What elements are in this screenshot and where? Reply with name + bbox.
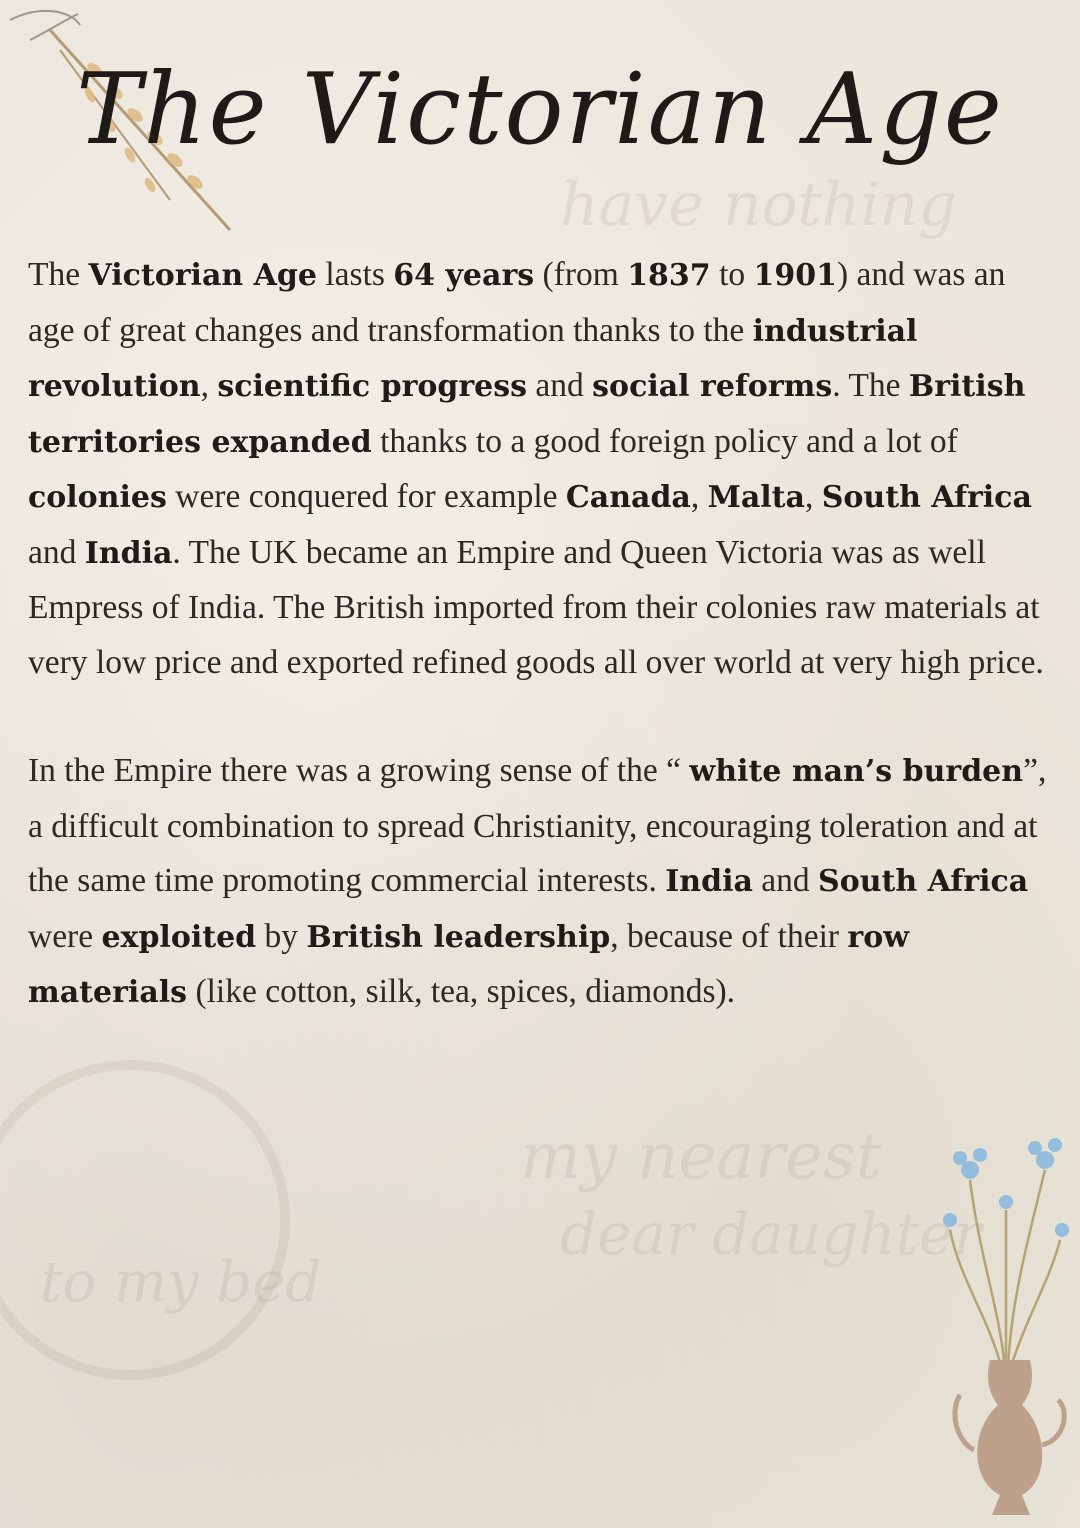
postmark-stamp [0, 1060, 290, 1380]
text-run: and [752, 862, 819, 899]
bold-term: exploited [101, 919, 257, 955]
text-run: , [690, 478, 708, 515]
text-run: , [804, 478, 822, 515]
bold-term: row materials [28, 919, 910, 1010]
text-run: (like cotton, silk, tea, spices, diamonds). [187, 973, 736, 1010]
flower-vase-decoration [930, 1110, 1080, 1528]
text-run: . The [832, 367, 909, 404]
text-run: were [28, 917, 102, 955]
text-run: . The UK became an Empire and Queen Victoria was as well Empress of India. The British imported from their colonies raw materials at very low price and exported refined goods all over world at very high price. [28, 533, 1044, 681]
body-text [28, 248, 1050, 1021]
page-title: The Victorian Age [76, 53, 1004, 167]
text-run: In the Empire there was a growing sense of the “ [28, 752, 690, 789]
bold-term: Victorian Age [88, 258, 317, 293]
bold-term: 1837 [627, 258, 711, 293]
text-run: and [527, 367, 593, 404]
bold-term: 64 years [393, 258, 535, 293]
paragraph-1 [28, 248, 1050, 690]
bold-term: British territories expanded [28, 369, 1026, 460]
text-run: ”, a difficult combination to spread Christianity, encouraging toleration and at the same time promoting commercial interests. [28, 752, 1047, 899]
text-run: The [28, 256, 89, 293]
text-run: to [710, 256, 754, 293]
text-run: thanks to a good foreign policy and a lot of [371, 422, 958, 460]
background-script: my nearest [520, 1120, 882, 1194]
paragraph-2 [28, 744, 1050, 1021]
bold-term: white man’s burden [689, 754, 1024, 789]
text-run: ) and was an age of great changes and transformation thanks to the [28, 256, 1006, 349]
text-run: were conquered for example [166, 478, 566, 515]
background-script: to my bed [40, 1250, 322, 1315]
text-run: lasts [316, 256, 394, 293]
text-run: (from [534, 256, 628, 293]
bold-term: colonies [28, 480, 167, 515]
bold-term: India [84, 535, 173, 571]
text-run: and [28, 533, 85, 571]
bold-term: scientific progress [217, 369, 528, 404]
bold-term: Canada [565, 480, 691, 515]
bold-term: social reforms [592, 369, 833, 404]
bold-term: South Africa [821, 480, 1032, 515]
bold-term: industrial revolution [28, 313, 918, 404]
bold-term: Malta [707, 480, 805, 515]
background-script: have nothing [560, 170, 957, 240]
bold-term: India [665, 864, 753, 899]
bold-term: 1901 [753, 258, 837, 293]
text-run: , because of their [610, 917, 848, 955]
bold-term: South Africa [818, 864, 1029, 899]
background-script: dear daughter [560, 1200, 982, 1268]
bold-term: British leadership [306, 919, 611, 955]
text-run: , [200, 367, 218, 404]
text-run: by [256, 917, 307, 955]
